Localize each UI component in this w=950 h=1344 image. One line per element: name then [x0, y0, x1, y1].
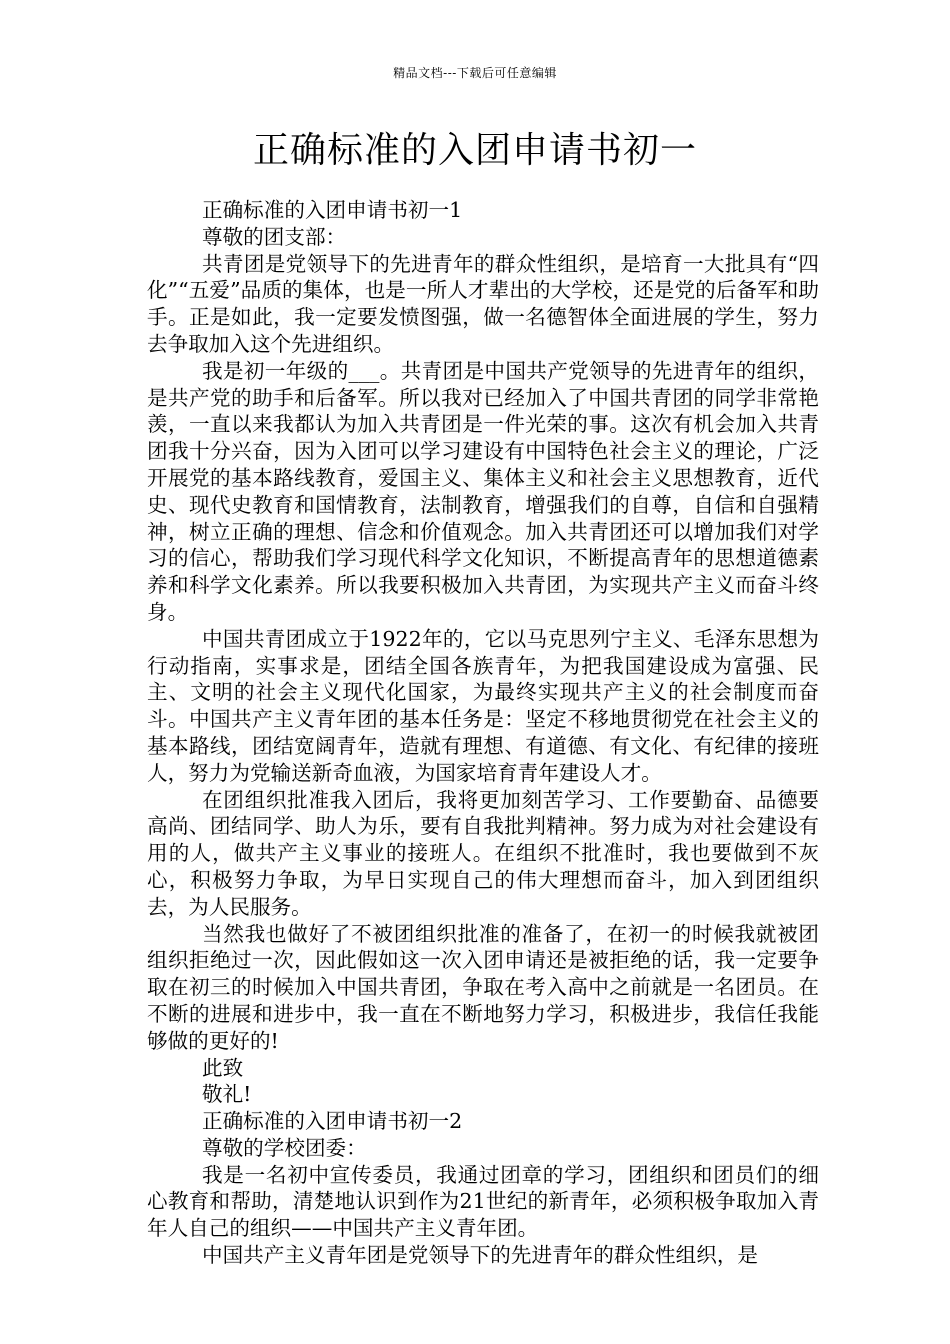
document-body [147, 197, 819, 1269]
page-header: 精品文档---下载后可任意编辑 [393, 66, 557, 80]
paragraph: 我是初一年级的___。共青团是中国共产党领导的先进青年的组织，是共产党的助手和后备军。所以我对已经加入了中国共青团的同学非常艳羡，一直以来我都认为加入共青团是一件光荣的事。这次有机会加入共青团我十分兴奋，因为入团可以学习建设有中国特色社会主义的理论，广泛开展党的基本路线教育，爱国主义、集体主义和社会主义思想教育，近代史、现代史教育和国情教育，法制教育，增强我们的自尊，自信和自强精神，树立正确的理想、信念和价值观念。加入共青团还可以增加我们对学习的信心，帮助我们学习现代科学文化知识，不断提高青年的思想道德素养和科学文化素养。所以我要积极加入共青团，为实现共产主义而奋斗终身。 [147, 358, 819, 624]
paragraph: 我是一名初中宣传委员，我通过团章的学习，团组织和团员们的细心教育和帮助，清楚地认识到作为21世纪的新青年，必须积极争取加入青年人自己的组织——中国共产主义青年团。 [147, 1162, 819, 1241]
section-heading-2: 正确标准的入团申请书初一2 [202, 1109, 463, 1134]
paragraph: 当然我也做好了不被团组织批准的准备了，在初一的时候我就被团组织拒绝过一次，因此假如这一次入团申请还是被拒绝的话，我一定要争取在初三的时候加入中国共青团，争取在考入高中之前就是一名团员。在不断的进展和进步中，我一直在不断地努力学习，积极进步，我信任我能够做的更好的! [147, 921, 819, 1053]
paragraph: 中国共青团成立于1922年的，它以马克思列宁主义、毛泽东思想为行动指南，实事求是，团结全国各族青年，为把我国建设成为富强、民主、文明的社会主义现代化国家，为最终实现共产主义的社会制度而奋斗。中国共产主义青年团的基本任务是：坚定不移地贯彻党在社会主义的基本路线，团结宽阔青年，造就有理想、有道德、有文化、有纪律的接班人，努力为党输送新奇血液，为国家培育青年建设人才。 [147, 626, 819, 785]
salutation-2: 尊敬的学校团委： [202, 1135, 367, 1160]
paragraph: 中国共产主义青年团是党领导下的先进青年的群众性组织，是 [202, 1243, 759, 1268]
closing-line: 此致 [202, 1055, 244, 1080]
closing-salute: 敬礼! [202, 1082, 252, 1107]
section-heading-1: 正确标准的入团申请书初一1 [202, 198, 463, 222]
paragraph: 共青团是党领导下的先进青年的群众性组织，是培育一大批具有“四化”“五爱”品质的集体，也是一所人才辈出的大学校，还是党的后备军和助手。正是如此，我一定要发愤图强，做一名德智体全面进展的学生，努力去争取加入这个先进组织。 [147, 251, 819, 356]
paragraph: 在团组织批准我入团后，我将更加刻苦学习、工作要勤奋、品德要高尚、团结同学、助人为乐，要有自我批判精神。努力成为对社会建设有用的人，做共产主义事业的接班人。在组织不批准时，我也要做到不灰心，积极努力争取，为早日实现自己的伟大理想而奋斗，加入到团组织去，为人民服务。 [147, 787, 819, 919]
salutation-1: 尊敬的团支部： [202, 224, 347, 249]
page-title: 正确标准的入团申请书初一 [252, 130, 697, 171]
